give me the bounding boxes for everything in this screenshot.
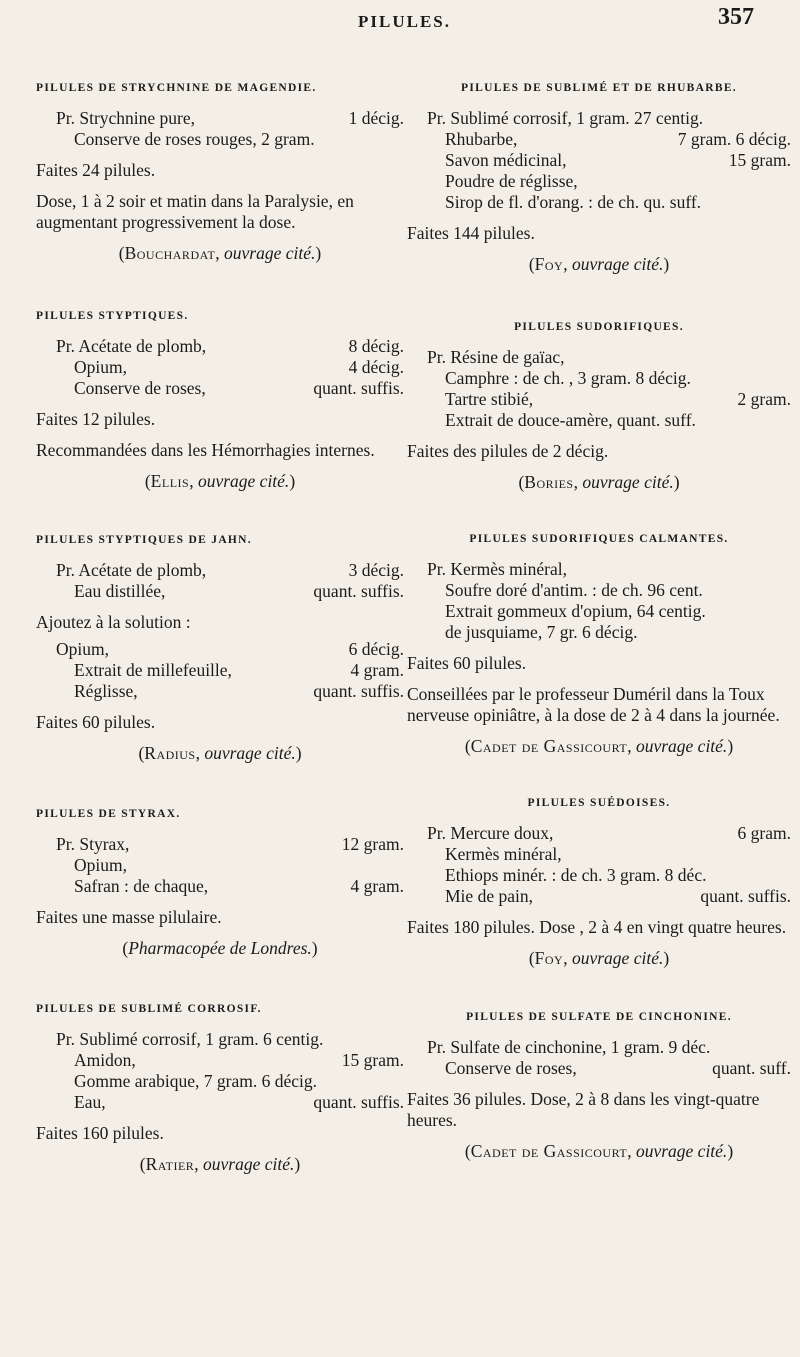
ingredient-qty: 2 gram. (737, 389, 791, 409)
ingredient-name: Conserve de roses, (445, 1058, 577, 1078)
page-number: 357 (718, 4, 754, 30)
make-instruction: Faites 160 pilules. (36, 1123, 164, 1143)
ingredient-name: Opium, (74, 855, 127, 875)
recipe-section (36, 808, 404, 959)
ingredient-name: Poudre de réglisse, (445, 171, 578, 191)
ingredient-row (427, 559, 791, 580)
source-citation: (Ratier, ouvrage cité.) (139, 1154, 301, 1174)
source-author: Bouchardat (124, 243, 216, 263)
ingredient-list (36, 834, 404, 897)
recipe-section (36, 534, 404, 764)
ingredient-qty: quant. suffis. (700, 886, 791, 906)
ingredient-list (36, 1029, 404, 1113)
ingredient-name: Safran : de chaque, (74, 876, 209, 896)
source-citation: (Ellis, ouvrage cité.) (144, 471, 296, 491)
source-work: Pharmacopée de Londres. (128, 938, 312, 958)
ingredient-list (407, 1037, 791, 1079)
ingredient-row (56, 378, 404, 399)
source-author: Ratier (145, 1154, 195, 1174)
ingredient-row (56, 681, 404, 702)
make-instruction: Faites 60 pilules. (407, 653, 527, 673)
ingredient-row (427, 347, 791, 368)
make-instruction: Faites une masse pilulaire. (36, 907, 222, 927)
ingredient-qty: 6 gram. (737, 823, 791, 843)
ingredient-row (427, 171, 791, 192)
ingredient-name: Pr. Styrax, (56, 834, 130, 854)
ingredient-row (427, 622, 791, 643)
ingredient-name: Pr. Sulfate de cinchonine, 1 gram. 9 déc. (427, 1037, 711, 1057)
ingredient-qty: quant. suffis. (313, 581, 404, 601)
ingredient-row (56, 560, 404, 581)
ingredient-row (56, 876, 404, 897)
ingredient-name: Pr. Sublimé corrosif, 1 gram. 27 centig. (427, 108, 704, 128)
source-citation: (Bouchardat, ouvrage cité.) (118, 243, 322, 263)
note-text: Recommandées dans les Hémorrhagies internes. (36, 440, 375, 460)
ingredient-list (407, 347, 791, 431)
ingredient-row (56, 357, 404, 378)
ingredient-name: Ethiops minér. : de ch. 3 gram. 8 déc. (445, 865, 707, 885)
ingredient-qty: 4 décig. (348, 357, 404, 377)
ingredient-qty: 4 gram. (350, 660, 404, 680)
ingredient-row (427, 886, 791, 907)
ingredient-row (427, 368, 791, 389)
ingredient-qty: 3 décig. (348, 560, 404, 580)
ingredient-name: Soufre doré d'antim. : de ch. 96 cent. (445, 580, 703, 600)
ingredient-qty: 7 gram. 6 décig. (677, 129, 791, 149)
ingredient-qty: quant. suffis. (313, 1092, 404, 1112)
ingredient-name: Pr. Mercure doux, (427, 823, 554, 843)
recipe-section (36, 310, 404, 492)
ingredient-row (56, 639, 404, 660)
ingredient-list (407, 108, 791, 213)
ingredient-qty: quant. suffis. (313, 681, 404, 701)
ingredient-qty: 6 décig. (348, 639, 404, 659)
ingredient-name: Extrait de douce-amère, quant. suff. (445, 410, 696, 430)
recipe-section (407, 82, 791, 275)
source-citation: (Foy, ouvrage cité.) (528, 254, 670, 274)
ingredient-name: Pr. Acétate de plomb, (56, 336, 207, 356)
instruction-text: Ajoutez à la solution : (36, 612, 191, 632)
ingredient-row (427, 865, 791, 886)
ingredient-list (36, 639, 404, 702)
source-work: ouvrage cité. (197, 471, 290, 491)
recipe-title: PILULES STYPTIQUES DE JAHN. (36, 534, 252, 546)
left-column (36, 82, 404, 1175)
source-author: Foy (534, 254, 564, 274)
make-instruction: Faites 180 pilules. Dose , 2 à 4 en vingt quatre heures. (407, 917, 787, 937)
recipe-section (407, 797, 791, 969)
ingredient-row (427, 192, 791, 213)
source-work: ouvrage cité. (204, 743, 296, 763)
recipe-title: PILULES STYPTIQUES. (36, 310, 189, 322)
ingredient-name: de jusquiame, 7 gr. 6 décig. (445, 622, 638, 642)
recipe-section (36, 82, 404, 264)
ingredient-name: Gomme arabique, 7 gram. 6 décig. (74, 1071, 317, 1091)
source-citation: (Radius, ouvrage cité.) (138, 743, 302, 763)
ingredient-list (36, 336, 404, 399)
ingredient-qty: 8 décig. (348, 336, 404, 356)
ingredient-list (36, 560, 404, 602)
recipe-title: PILULES DE STRYCHNINE DE MAGENDIE. (36, 82, 317, 94)
source-author: Foy (534, 948, 564, 968)
source-author: Radius (144, 743, 196, 763)
source-author: Cadet de Gassicourt (470, 736, 628, 756)
source-citation: (Foy, ouvrage cité.) (528, 948, 670, 968)
ingredient-qty: 12 gram. (341, 834, 404, 854)
ingredient-name: Eau, (74, 1092, 106, 1112)
ingredient-row (427, 410, 791, 431)
source-work: ouvrage cité. (571, 254, 664, 274)
recipe-section (36, 1003, 404, 1175)
ingredient-row (427, 580, 791, 601)
recipe-title: PILULES SUDORIFIQUES. (514, 321, 684, 333)
ingredient-row (56, 1050, 404, 1071)
ingredient-row (56, 1092, 404, 1113)
ingredient-row (427, 1037, 791, 1058)
make-instruction: Faites 144 pilules. (407, 223, 535, 243)
make-instruction: Faites 12 pilules. (36, 409, 156, 429)
ingredient-name: Savon médicinal, (445, 150, 567, 170)
ingredient-row (427, 389, 791, 410)
make-instruction: Faites 60 pilules. (36, 712, 156, 732)
ingredient-name: Tartre stibié, (445, 389, 534, 409)
note-text: Conseillées par le professeur Duméril dans la Toux nerveuse opiniâtre, à la dose de 2 à 4 dans la journée. (407, 684, 780, 725)
recipe-title: PILULES SUÉDOISES. (527, 797, 671, 809)
ingredient-row (427, 129, 791, 150)
source-citation: (Cadet de Gassicourt, ouvrage cité.) (464, 736, 734, 756)
ingredient-name: Extrait gommeux d'opium, 64 centig. (445, 601, 706, 621)
ingredient-row (56, 1071, 404, 1092)
recipe-section (407, 1011, 791, 1162)
source-citation: (Cadet de Gassicourt, ouvrage cité.) (464, 1141, 734, 1161)
ingredient-row (427, 108, 791, 129)
ingredient-name: Kermès minéral, (445, 844, 562, 864)
ingredient-name: Pr. Acétate de plomb, (56, 560, 207, 580)
ingredient-name: Extrait de millefeuille, (74, 660, 232, 680)
ingredient-qty: 1 décig. (348, 108, 404, 128)
recipe-title: PILULES DE SUBLIMÉ ET DE RHUBARBE. (461, 82, 737, 94)
ingredient-row (427, 601, 791, 622)
ingredient-row (56, 1029, 404, 1050)
ingredient-name: Réglisse, (74, 681, 138, 701)
ingredient-row (427, 844, 791, 865)
recipe-title: PILULES DE STYRAX. (36, 808, 181, 820)
ingredient-qty: 4 gram. (350, 876, 404, 896)
ingredient-row (56, 855, 404, 876)
source-work: ouvrage cité. (582, 472, 674, 492)
ingredient-row (56, 129, 404, 150)
ingredient-list (407, 823, 791, 907)
recipe-title: PILULES DE SUBLIMÉ CORROSIF. (36, 1003, 262, 1015)
ingredient-name: Opium, (56, 639, 109, 659)
ingredient-row (56, 834, 404, 855)
ingredient-qty: quant. suff. (712, 1058, 791, 1078)
source-work: ouvrage cité. (571, 948, 664, 968)
ingredient-row (427, 823, 791, 844)
source-author: Bories (524, 472, 574, 492)
ingredient-name: Pr. Résine de gaïac, (427, 347, 565, 367)
make-instruction: Faites des pilules de 2 décig. (407, 441, 609, 461)
source-work: ouvrage cité. (635, 736, 728, 756)
ingredient-name: Camphre : de ch. , 3 gram. 8 décig. (445, 368, 691, 388)
source-work: ouvrage cité. (203, 1154, 295, 1174)
source-citation: (Pharmacopée de Londres.) (122, 938, 318, 958)
ingredient-row (56, 581, 404, 602)
ingredient-name: Rhubarbe, (445, 129, 518, 149)
ingredient-name: Amidon, (74, 1050, 136, 1070)
ingredient-name: Opium, (74, 357, 127, 377)
source-work: ouvrage cité. (635, 1141, 728, 1161)
ingredient-name: Pr. Strychnine pure, (56, 108, 196, 128)
make-instruction: Faites 36 pilules. Dose, 2 à 8 dans les vingt-quatre heures. (407, 1089, 760, 1130)
source-author: Ellis (150, 471, 190, 491)
source-citation: (Bories, ouvrage cité.) (518, 472, 680, 492)
ingredient-name: Conserve de roses rouges, 2 gram. (74, 129, 315, 149)
note-text: Dose, 1 à 2 soir et matin dans la Paralysie, en augmentant progressivement la dose. (36, 191, 354, 232)
source-work: ouvrage cité. (224, 243, 316, 263)
ingredient-row (56, 108, 404, 129)
ingredient-name: Pr. Kermès minéral, (427, 559, 567, 579)
recipe-title: PILULES SUDORIFIQUES CALMANTES. (469, 533, 729, 545)
ingredient-list (36, 108, 404, 150)
recipe-title: PILULES DE SULFATE DE CINCHONINE. (466, 1011, 732, 1023)
ingredient-qty: 15 gram. (341, 1050, 404, 1070)
ingredient-row (56, 660, 404, 681)
recipe-section (407, 321, 791, 493)
ingredient-name: Eau distillée, (74, 581, 166, 601)
source-author: Cadet de Gassicourt (470, 1141, 628, 1161)
ingredient-qty: quant. suffis. (313, 378, 404, 398)
ingredient-list (407, 559, 791, 643)
ingredient-row (56, 336, 404, 357)
make-instruction: Faites 24 pilules. (36, 160, 156, 180)
ingredient-name: Pr. Sublimé corrosif, 1 gram. 6 centig. (56, 1029, 324, 1049)
ingredient-row (427, 150, 791, 171)
ingredient-name: Mie de pain, (445, 886, 533, 906)
ingredient-qty: 15 gram. (728, 150, 791, 170)
ingredient-name: Conserve de roses, (74, 378, 206, 398)
recipe-section (407, 533, 791, 757)
ingredient-name: Sirop de fl. d'orang. : de ch. qu. suff. (445, 192, 702, 212)
ingredient-row (427, 1058, 791, 1079)
right-column (407, 82, 791, 1162)
running-header: PILULES. (358, 12, 451, 31)
